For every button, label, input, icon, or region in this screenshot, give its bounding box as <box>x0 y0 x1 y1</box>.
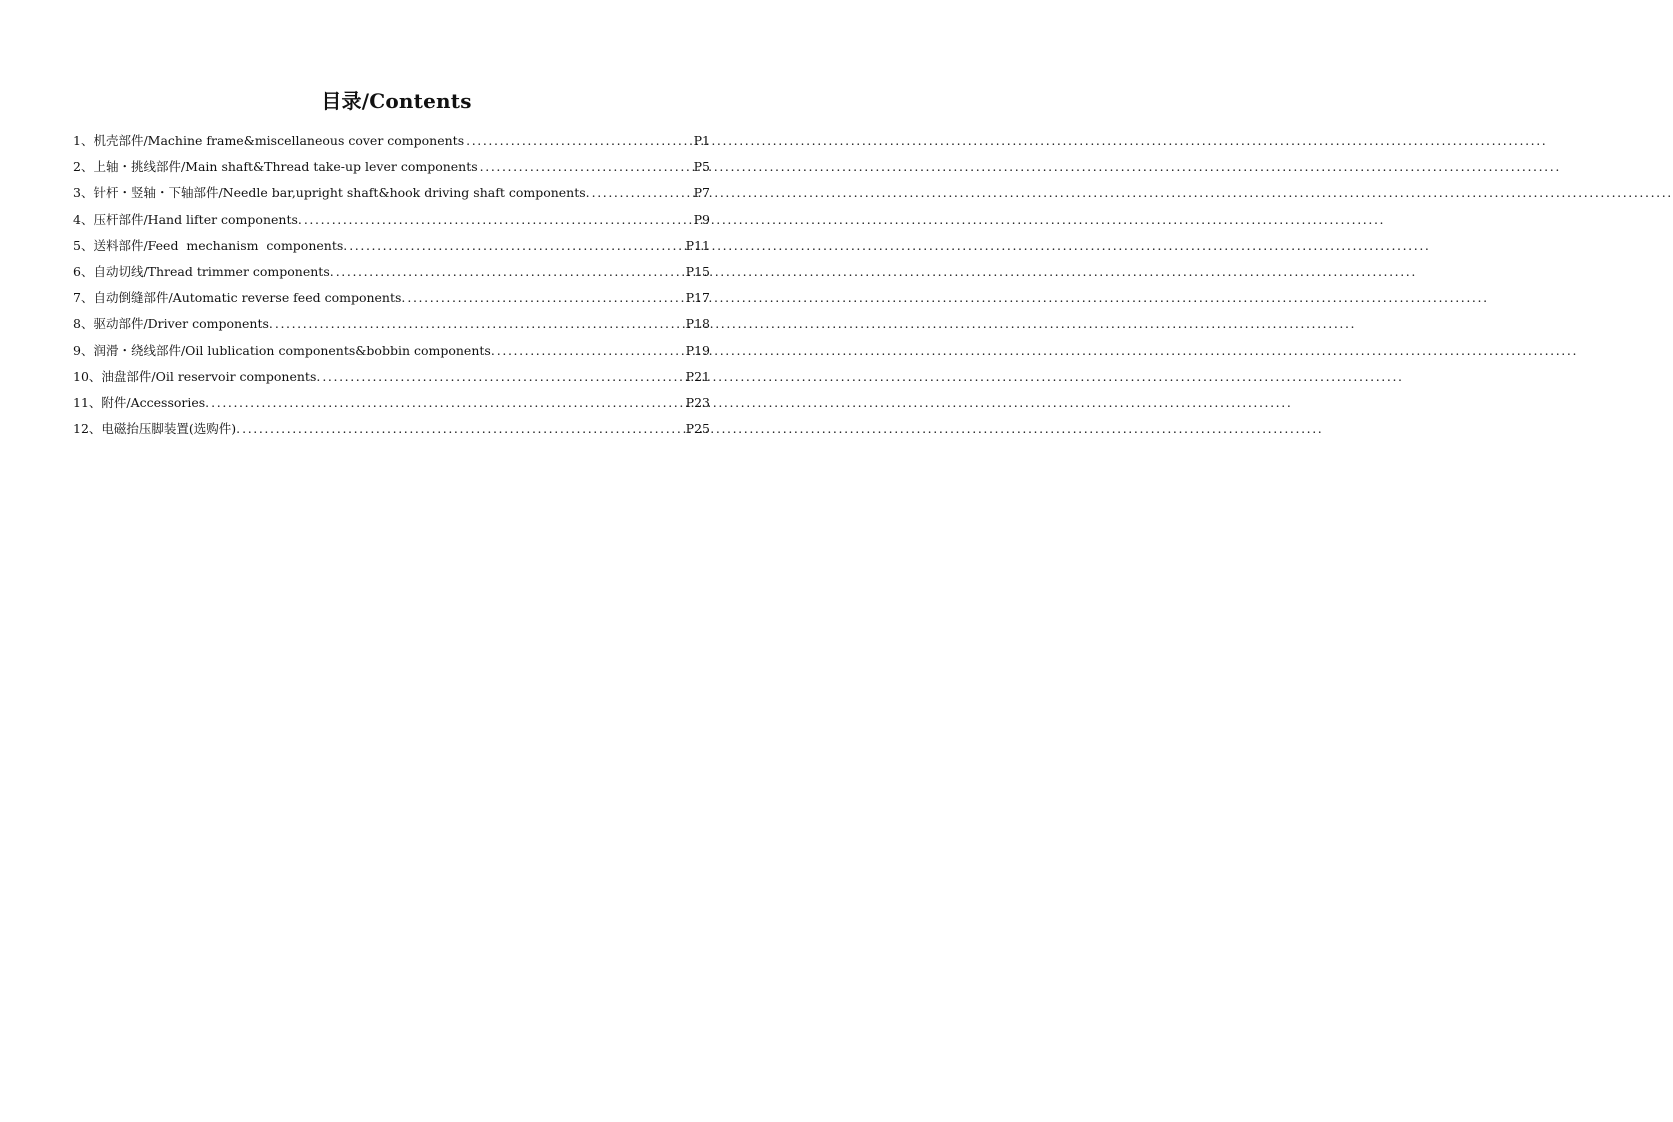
entry-title: 油盘部件/Oil reservoir components. <box>101 368 321 384</box>
entry-page-number: P5 <box>693 159 710 175</box>
entry-number: 1、 <box>73 133 94 148</box>
entry-title: 针杆・竖轴・下轴部件/Needle bar,upright shaft&hook driving shaft components. <box>93 185 590 201</box>
entry-number: 3、 <box>73 185 94 201</box>
entry-title: 自动切线/Thread trimmer components. <box>93 263 334 279</box>
toc-entry[interactable] <box>73 131 710 157</box>
entry-number: 12、 <box>73 421 102 437</box>
entry-number: 9、 <box>73 342 94 358</box>
toc-entry[interactable] <box>73 288 710 314</box>
toc-entry[interactable] <box>73 157 710 183</box>
entry-number: 8、 <box>73 316 94 332</box>
dot-leader <box>211 393 684 413</box>
toc-entry[interactable] <box>73 210 710 236</box>
entry-title: 附件/Accessories. <box>101 394 210 410</box>
toc-entry[interactable] <box>73 419 710 445</box>
dot-leader <box>304 210 692 230</box>
entry-page-number: P15 <box>685 263 710 279</box>
page-title: 目录/Contents <box>321 89 472 113</box>
entry-title: 机壳部件/Machine frame&miscellaneous cover components <box>93 133 465 148</box>
entry-title: 压杆部件/Hand lifter components. <box>93 211 302 227</box>
dot-leader <box>407 288 683 308</box>
entry-title: 自动倒缝部件/Automatic reverse feed components. <box>93 290 406 306</box>
dot-leader <box>275 314 684 334</box>
entry-title: 电磁抬压脚装置(选购件). <box>101 421 241 437</box>
entry-page-number: P9 <box>693 211 710 227</box>
dot-leader <box>592 183 692 203</box>
entry-page-number: P18 <box>685 316 710 332</box>
dot-leader <box>349 236 683 256</box>
dot-leader <box>336 262 684 282</box>
dot-leader <box>242 419 684 439</box>
entry-number: 2、 <box>73 159 94 175</box>
entry-page-number: P23 <box>685 394 710 410</box>
dot-leader <box>322 367 683 387</box>
toc-entry[interactable] <box>73 236 710 262</box>
toc-entry[interactable] <box>73 367 710 393</box>
toc-entry[interactable] <box>73 393 710 419</box>
entry-number: 4、 <box>73 211 94 227</box>
entry-number: 11、 <box>73 394 102 410</box>
entry-number: 10、 <box>73 368 102 384</box>
entry-page-number: P17 <box>685 290 710 306</box>
entry-title: 上轴・挑线部件/Main shaft&Thread take-up lever components <box>93 159 478 175</box>
entry-page-number: P21 <box>685 368 710 384</box>
table-of-contents <box>73 131 710 445</box>
toc-entry[interactable] <box>73 262 710 288</box>
entry-number: 7、 <box>73 290 94 306</box>
entry-page-number: P19 <box>685 342 710 358</box>
document-page <box>0 0 793 1122</box>
toc-entry[interactable] <box>73 183 710 209</box>
entry-page-number: P25 <box>685 421 710 437</box>
entry-page-number: P11 <box>685 237 710 253</box>
toc-entry[interactable] <box>73 314 710 340</box>
entry-title: 润滑・绕线部件/Oil lublication components&bobbin components. <box>93 342 495 358</box>
entry-number: 5、 <box>73 237 94 253</box>
entry-title: 送料部件/Feed mechanism components. <box>93 237 348 253</box>
entry-page-number: P1 <box>693 133 710 148</box>
dot-leader <box>497 341 684 361</box>
dot-leader <box>480 157 692 177</box>
dot-leader <box>466 131 692 151</box>
entry-number: 6、 <box>73 263 94 279</box>
entry-title: 驱动部件/Driver components. <box>93 316 273 332</box>
toc-entry[interactable] <box>73 341 710 367</box>
entry-page-number: P7 <box>693 185 710 201</box>
